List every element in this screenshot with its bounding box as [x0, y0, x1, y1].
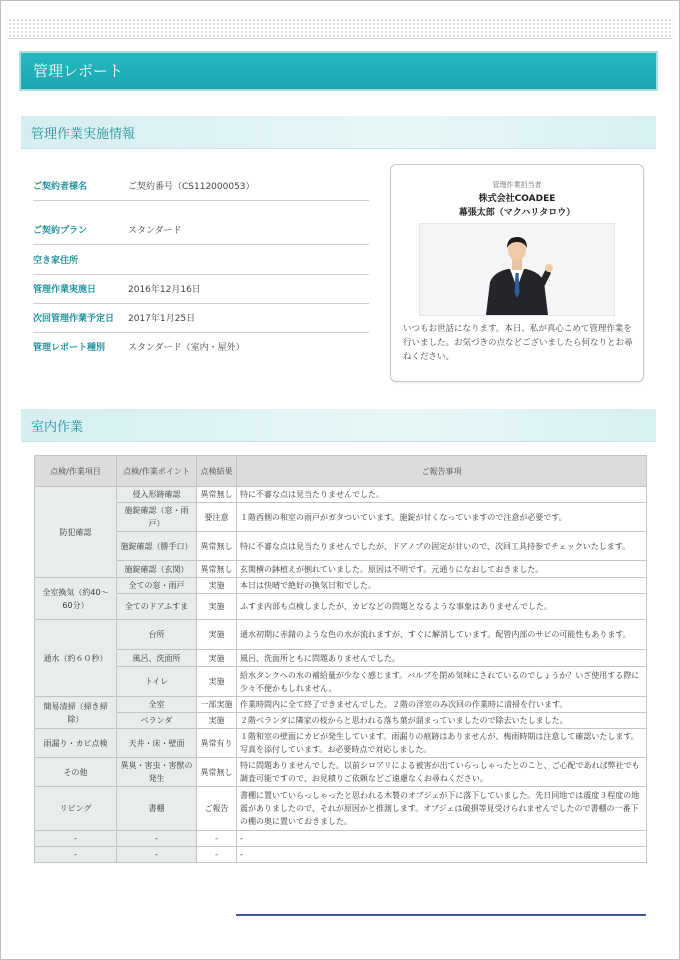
- info-row-next-date: [33, 303, 369, 333]
- table-point-cell: 台所: [117, 620, 197, 650]
- info-label: 管理レポート種別: [33, 343, 106, 353]
- table-row: [35, 503, 647, 532]
- table-row: [35, 713, 647, 729]
- section-title: 室内作業: [31, 420, 84, 435]
- table-report-cell: -: [237, 831, 647, 847]
- table-report-cell: 玄関横の鉢植えが倒れていました。原因は不明です。元通りになおしておきました。: [237, 561, 647, 578]
- info-value: 2017年1月25日: [128, 314, 196, 324]
- table-row: [35, 487, 647, 503]
- table-row: [35, 847, 647, 863]
- staff-company: 株式会社COADEE: [478, 194, 556, 204]
- info-label: 空き家住所: [33, 256, 79, 266]
- table-result-cell: -: [197, 831, 237, 847]
- table-point-cell: 全ての窓・雨戸: [117, 578, 197, 594]
- table-point-cell: 天井・床・壁面: [117, 729, 197, 758]
- table-category-cell: 簡易清掃（掃き掃除）: [35, 697, 117, 729]
- info-row-plan: [33, 215, 369, 245]
- header-result: 点検結果: [197, 456, 237, 487]
- table-row: [35, 620, 647, 650]
- table-point-cell: 全室: [117, 697, 197, 713]
- table-result-cell: 異常無し: [197, 487, 237, 503]
- info-label: ご契約プラン: [33, 226, 88, 236]
- table-point-cell: トイレ: [117, 667, 197, 697]
- section-header-indoor-work: [21, 409, 656, 442]
- table-row: [35, 831, 647, 847]
- table-report-cell: 給水タンクへの水の補給量が少なく感じます。バルブを閉め気味にされているのでしょうか？いざ使用する際に少々不便かもしれません。: [237, 667, 647, 697]
- table-point-cell: ベランダ: [117, 713, 197, 729]
- table-point-cell: 施錠確認（勝手口）: [117, 532, 197, 561]
- table-row: [35, 561, 647, 578]
- table-result-cell: 実施: [197, 713, 237, 729]
- table-row: [35, 787, 647, 831]
- staff-message: いつもお世話になります。本日、私が真心こめて管理作業を行いました。お気づきの点などございましたら何なりとお尋ねください。: [403, 324, 633, 362]
- table-point-cell: 全てのドアふすま: [117, 594, 197, 620]
- table-result-cell: 異常無し: [197, 758, 237, 787]
- table-result-cell: 実施: [197, 620, 237, 650]
- table-result-cell: 実施: [197, 594, 237, 620]
- table-row: [35, 532, 647, 561]
- info-row-contractor: [33, 171, 369, 201]
- table-result-cell: -: [197, 847, 237, 863]
- table-footer-line: [236, 914, 646, 916]
- table-report-cell: １階西側の和室の雨戸がガタついています。施錠が甘くなっていますので注意が必要です。: [237, 503, 647, 532]
- header-pattern: [8, 18, 672, 38]
- table-category-cell: 雨漏り・カビ点検: [35, 729, 117, 758]
- table-row: [35, 650, 647, 667]
- table-report-cell: １階和室の壁面にカビが発生しています。雨漏りの痕跡はありませんが、梅雨時期は注意して確認いたします。写真を添付しています。お必要時点で対応しました。: [237, 729, 647, 758]
- table-report-cell: 特に不審な点は見当たりませんでしたが、ドアノブの固定が甘いので、次回工具持参でチェックいたします。: [237, 532, 647, 561]
- header-category: 点検/作業項目: [35, 456, 117, 487]
- info-value: スタンダード: [128, 226, 182, 236]
- table-result-cell: 実施: [197, 667, 237, 697]
- table-report-cell: -: [237, 847, 647, 863]
- header-point: 点検/作業ポイント: [117, 456, 197, 487]
- info-row-address: [33, 245, 369, 275]
- table-report-cell: ２階ベランダに隣家の枝からと思われる落ち葉が溜まっていましたので除去いたしました。: [237, 713, 647, 729]
- table-result-cell: 実施: [197, 578, 237, 594]
- table-result-cell: 一部実施: [197, 697, 237, 713]
- table-point-cell: 風呂、洗面所: [117, 650, 197, 667]
- info-value: スタンダード（室内・屋外）: [128, 343, 245, 353]
- table-result-cell: ご報告: [197, 787, 237, 831]
- table-report-cell: 通水初期に赤錆のような色の水が流れますが、すぐに解消しています。配管内部のサビの可能性もあります。: [237, 620, 647, 650]
- table-point-cell: 書棚: [117, 787, 197, 831]
- info-value: ご契約番号（CS112000053）: [128, 182, 255, 192]
- indoor-work-table: [34, 455, 647, 863]
- info-row-work-date: [33, 274, 369, 304]
- table-result-cell: 実施: [197, 650, 237, 667]
- table-report-cell: 特に問題ありませんでした。以前シロアリによる被害が出ていらっしゃったとのこと、ご心配であれば弊社でも調査可能ですので、お見積りご依頼などご遠慮なくお尋ねください。: [237, 758, 647, 787]
- table-point-cell: -: [117, 831, 197, 847]
- table-result-cell: 異常無し: [197, 561, 237, 578]
- info-label: 管理作業実施日: [33, 285, 97, 295]
- table-result-cell: 異常無し: [197, 532, 237, 561]
- table-report-cell: 書棚に置いていらっしゃったと思われる木製のオブジェが下に落下していました。先日同地では震度３程度の地震がありましたので、それが原因かと推測します。オブジェは破損等見受けられませんでしたので書棚の一番下の棚の奥に置いておきました。: [237, 787, 647, 831]
- table-report-cell: 本日は快晴で絶好の換気日和でした。: [237, 578, 647, 594]
- table-result-cell: 要注意: [197, 503, 237, 532]
- table-point-cell: 異臭・害虫・害獣の発生: [117, 758, 197, 787]
- table-point-cell: 侵入形跡確認: [117, 487, 197, 503]
- divider: [8, 38, 672, 39]
- table-result-cell: 異常有り: [197, 729, 237, 758]
- table-category-cell: その他: [35, 758, 117, 787]
- table-point-cell: -: [117, 847, 197, 863]
- header-report: ご報告事項: [237, 456, 647, 487]
- report-title-bar: [21, 53, 656, 89]
- staff-card: [390, 164, 644, 382]
- info-row-report-type: [33, 332, 369, 361]
- table-point-cell: 施錠確認（玄関）: [117, 561, 197, 578]
- table-row: [35, 667, 647, 697]
- page-title: 管理レポート: [33, 62, 124, 80]
- section-title: 管理作業実施情報: [31, 127, 136, 142]
- info-label: ご契約者様名: [33, 182, 88, 192]
- info-value: 2016年12月16日: [128, 285, 201, 295]
- table-report-cell: 風呂、洗面所ともに問題ありませんでした。: [237, 650, 647, 667]
- table-row: [35, 697, 647, 713]
- table-category-cell: -: [35, 847, 117, 863]
- table-category-cell: -: [35, 831, 117, 847]
- staff-photo: [419, 223, 615, 316]
- table-report-cell: 作業時間内に全て終了できませんでした。２階の洋室のみ次回の作業時に清掃を行います。: [237, 697, 647, 713]
- table-row: [35, 758, 647, 787]
- table-row: [35, 729, 647, 758]
- table-row: [35, 578, 647, 594]
- section-header-management-info: [21, 116, 656, 149]
- table-category-cell: 全室換気（約40～60分）: [35, 578, 117, 620]
- staff-role: 管理作業担当者: [492, 181, 542, 189]
- table-category-cell: リビング: [35, 787, 117, 831]
- table-category-cell: 防犯確認: [35, 487, 117, 578]
- table-report-cell: ふすま内部も点検しましたが、カビなどの問題となるような事象はありませんでした。: [237, 594, 647, 620]
- table-row: [35, 594, 647, 620]
- table-category-cell: 通水（約６０秒）: [35, 620, 117, 697]
- info-label: 次回管理作業予定日: [33, 314, 115, 324]
- table-point-cell: 施錠確認（窓・雨戸）: [117, 503, 197, 532]
- table-report-cell: 特に不審な点は見当たりませんでした。: [237, 487, 647, 503]
- staff-name: 幕張太郎（マクハリタロウ）: [458, 208, 576, 218]
